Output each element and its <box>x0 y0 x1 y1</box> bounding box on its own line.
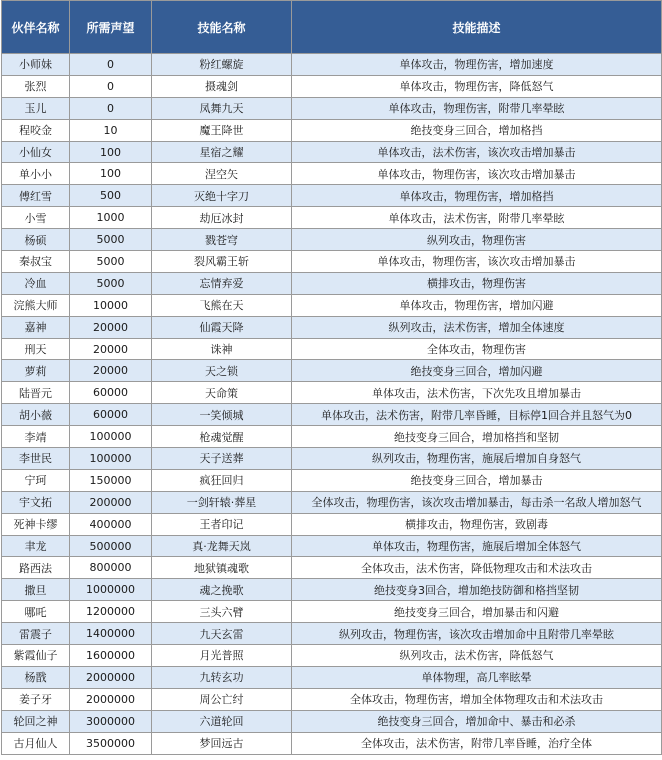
reputation-cell: 100 <box>70 141 152 163</box>
skill-name-cell: 凤舞九天 <box>152 97 292 119</box>
partner-name-cell: 秦叔宝 <box>2 251 70 273</box>
table-row <box>2 666 662 688</box>
reputation-cell: 20000 <box>70 360 152 382</box>
skill-name-cell: 一笑倾城 <box>152 404 292 426</box>
reputation-cell: 0 <box>70 75 152 97</box>
skill-description-cell: 纵列攻击，法术伤害，增加全体速度 <box>292 316 662 338</box>
table-row <box>2 75 662 97</box>
skill-description-cell: 单体攻击，物理伤害，增加格挡 <box>292 185 662 207</box>
skill-description-cell: 单体攻击，法术伤害，附带几率晕眩 <box>292 207 662 229</box>
reputation-cell: 800000 <box>70 557 152 579</box>
reputation-cell: 1600000 <box>70 645 152 667</box>
skill-description-cell: 绝技变身3回合，增加绝技防御和格挡坚韧 <box>292 579 662 601</box>
reputation-cell: 0 <box>70 97 152 119</box>
partner-name-cell: 紫霞仙子 <box>2 645 70 667</box>
skill-description-cell: 单体攻击，法术伤害，附带几率昏睡，目标停1回合并且怒气为0 <box>292 404 662 426</box>
partner-name-cell: 姜子牙 <box>2 688 70 710</box>
reputation-cell: 60000 <box>70 382 152 404</box>
skill-description-cell: 绝技变身三回合，增加命中、暴击和必杀 <box>292 710 662 732</box>
reputation-cell: 1400000 <box>70 623 152 645</box>
skill-description-cell: 单体攻击，物理伤害，该次攻击增加暴击 <box>292 163 662 185</box>
table-row <box>2 426 662 448</box>
partner-name-cell: 古月仙人 <box>2 732 70 754</box>
skill-description-cell: 绝技变身三回合，增加暴击和闪避 <box>292 601 662 623</box>
reputation-cell: 1200000 <box>70 601 152 623</box>
partner-name-cell: 浣熊大师 <box>2 294 70 316</box>
skill-description-cell: 横排攻击，物理伤害，致剧毒 <box>292 513 662 535</box>
table-row <box>2 97 662 119</box>
skill-description-cell: 单体攻击，法术伤害，下次先攻且增加暴击 <box>292 382 662 404</box>
partner-name-cell: 张烈 <box>2 75 70 97</box>
partner-name-cell: 玉儿 <box>2 97 70 119</box>
skill-name-cell: 九天玄雷 <box>152 623 292 645</box>
reputation-cell: 3000000 <box>70 710 152 732</box>
table-row <box>2 601 662 623</box>
skill-name-cell: 裂风霸王斩 <box>152 251 292 273</box>
reputation-cell: 5000 <box>70 229 152 251</box>
partner-name-cell: 聿龙 <box>2 535 70 557</box>
skill-name-cell: 王者印记 <box>152 513 292 535</box>
skill-name-cell: 忘情弃爱 <box>152 272 292 294</box>
table-row <box>2 448 662 470</box>
reputation-cell: 20000 <box>70 338 152 360</box>
partner-name-cell: 胡小薇 <box>2 404 70 426</box>
skill-name-cell: 仙霞天降 <box>152 316 292 338</box>
skill-name-cell: 三头六臂 <box>152 601 292 623</box>
partner-name-cell: 杨硕 <box>2 229 70 251</box>
skill-name-cell: 疯狂回归 <box>152 469 292 491</box>
skill-name-cell: 一剑轩辕·葬星 <box>152 491 292 513</box>
skill-name-cell: 月光普照 <box>152 645 292 667</box>
reputation-cell: 20000 <box>70 316 152 338</box>
table-row <box>2 338 662 360</box>
table-row <box>2 710 662 732</box>
reputation-cell: 100000 <box>70 426 152 448</box>
skill-name-cell: 劫厄冰封 <box>152 207 292 229</box>
skill-description-cell: 全体攻击，物理伤害，该次攻击增加暴击，每击杀一名敌人增加怒气 <box>292 491 662 513</box>
table-row <box>2 732 662 754</box>
reputation-cell: 1000 <box>70 207 152 229</box>
partner-name-cell: 宇文拓 <box>2 491 70 513</box>
skill-name-cell: 灭绝十字刀 <box>152 185 292 207</box>
reputation-cell: 200000 <box>70 491 152 513</box>
skill-description-cell: 全体攻击，法术伤害，附带几率昏睡，治疗全体 <box>292 732 662 754</box>
partner-name-cell: 刑天 <box>2 338 70 360</box>
skill-description-cell: 单体物理，高几率眩晕 <box>292 666 662 688</box>
partner-skill-table <box>1 0 662 755</box>
partner-name-cell: 傅红雪 <box>2 185 70 207</box>
reputation-cell: 60000 <box>70 404 152 426</box>
skill-description-cell: 单体攻击，物理伤害，降低怒气 <box>292 75 662 97</box>
partner-name-cell: 哪吒 <box>2 601 70 623</box>
table-row <box>2 623 662 645</box>
partner-name-cell: 雷震子 <box>2 623 70 645</box>
partner-name-cell: 宁珂 <box>2 469 70 491</box>
table-row <box>2 645 662 667</box>
skill-description-cell: 绝技变身三回合，增加格挡 <box>292 119 662 141</box>
table-row <box>2 54 662 76</box>
skill-name-cell: 六道轮回 <box>152 710 292 732</box>
skill-description-cell: 绝技变身三回合，增加暴击 <box>292 469 662 491</box>
partner-name-cell: 嘉神 <box>2 316 70 338</box>
partner-name-cell: 路西法 <box>2 557 70 579</box>
partner-name-cell: 小仙女 <box>2 141 70 163</box>
partner-name-cell: 撒旦 <box>2 579 70 601</box>
table-row <box>2 382 662 404</box>
table-row <box>2 185 662 207</box>
skill-description-cell: 全体攻击，物理伤害 <box>292 338 662 360</box>
skill-description-cell: 全体攻击，法术伤害，降低物理攻击和术法攻击 <box>292 557 662 579</box>
header-skill-name: 技能名称 <box>152 1 292 54</box>
skill-name-cell: 天之锁 <box>152 360 292 382</box>
table-row <box>2 360 662 382</box>
table-row <box>2 251 662 273</box>
skill-name-cell: 周公亡纣 <box>152 688 292 710</box>
table-body <box>2 54 662 755</box>
skill-description-cell: 单体攻击，物理伤害，增加速度 <box>292 54 662 76</box>
reputation-cell: 1000000 <box>70 579 152 601</box>
partner-name-cell: 萝莉 <box>2 360 70 382</box>
table-row <box>2 272 662 294</box>
partner-name-cell: 李靖 <box>2 426 70 448</box>
table-row <box>2 119 662 141</box>
table-row <box>2 535 662 557</box>
header-required-reputation: 所需声望 <box>70 1 152 54</box>
skill-description-cell: 纵列攻击，法术伤害，降低怒气 <box>292 645 662 667</box>
header-skill-description: 技能描述 <box>292 1 662 54</box>
skill-description-cell: 绝技变身三回合，增加闪避 <box>292 360 662 382</box>
partner-name-cell: 小雪 <box>2 207 70 229</box>
table-row <box>2 207 662 229</box>
skill-name-cell: 诛神 <box>152 338 292 360</box>
partner-name-cell: 李世民 <box>2 448 70 470</box>
skill-description-cell: 横排攻击，物理伤害 <box>292 272 662 294</box>
reputation-cell: 3500000 <box>70 732 152 754</box>
table-row <box>2 294 662 316</box>
partner-name-cell: 单小小 <box>2 163 70 185</box>
header-partner-name: 伙伴名称 <box>2 1 70 54</box>
skill-description-cell: 单体攻击，法术伤害，该次攻击增加暴击 <box>292 141 662 163</box>
reputation-cell: 100000 <box>70 448 152 470</box>
skill-name-cell: 梦回远古 <box>152 732 292 754</box>
table-row <box>2 141 662 163</box>
reputation-cell: 10 <box>70 119 152 141</box>
skill-description-cell: 单体攻击，物理伤害，附带几率晕眩 <box>292 97 662 119</box>
reputation-cell: 500000 <box>70 535 152 557</box>
table-row <box>2 229 662 251</box>
table-row <box>2 316 662 338</box>
skill-name-cell: 魔王降世 <box>152 119 292 141</box>
partner-name-cell: 杨戬 <box>2 666 70 688</box>
table-row <box>2 513 662 535</box>
partner-name-cell: 轮回之神 <box>2 710 70 732</box>
reputation-cell: 5000 <box>70 272 152 294</box>
skill-description-cell: 纵列攻击，物理伤害 <box>292 229 662 251</box>
partner-name-cell: 冷血 <box>2 272 70 294</box>
partner-name-cell: 死神卡缪 <box>2 513 70 535</box>
reputation-cell: 10000 <box>70 294 152 316</box>
skill-name-cell: 星宿之耀 <box>152 141 292 163</box>
skill-name-cell: 天命策 <box>152 382 292 404</box>
table-row <box>2 469 662 491</box>
skill-description-cell: 纵列攻击，物理伤害，该次攻击增加命中且附带几率晕眩 <box>292 623 662 645</box>
table-row <box>2 579 662 601</box>
reputation-cell: 400000 <box>70 513 152 535</box>
reputation-cell: 0 <box>70 54 152 76</box>
skill-name-cell: 枪魂觉醒 <box>152 426 292 448</box>
skill-name-cell: 魂之挽歌 <box>152 579 292 601</box>
skill-name-cell: 九转玄功 <box>152 666 292 688</box>
reputation-cell: 150000 <box>70 469 152 491</box>
partner-name-cell: 陆晋元 <box>2 382 70 404</box>
skill-name-cell: 地狱镇魂歌 <box>152 557 292 579</box>
skill-description-cell: 单体攻击，物理伤害，施展后增加全体怒气 <box>292 535 662 557</box>
skill-name-cell: 戮苍穹 <box>152 229 292 251</box>
partner-name-cell: 程咬金 <box>2 119 70 141</box>
skill-name-cell: 摄魂剑 <box>152 75 292 97</box>
reputation-cell: 5000 <box>70 251 152 273</box>
header-row <box>2 1 662 54</box>
skill-description-cell: 绝技变身三回合，增加格挡和坚韧 <box>292 426 662 448</box>
table-row <box>2 491 662 513</box>
skill-description-cell: 单体攻击，物理伤害，增加闪避 <box>292 294 662 316</box>
table-row <box>2 688 662 710</box>
table-row <box>2 557 662 579</box>
skill-name-cell: 天子送葬 <box>152 448 292 470</box>
reputation-cell: 2000000 <box>70 666 152 688</box>
skill-description-cell: 单体攻击，物理伤害，该次攻击增加暴击 <box>292 251 662 273</box>
skill-name-cell: 飞熊在天 <box>152 294 292 316</box>
table-row <box>2 163 662 185</box>
skill-name-cell: 涅空矢 <box>152 163 292 185</box>
partner-name-cell: 小师妹 <box>2 54 70 76</box>
skill-name-cell: 粉红螺旋 <box>152 54 292 76</box>
reputation-cell: 500 <box>70 185 152 207</box>
table-row <box>2 404 662 426</box>
reputation-cell: 2000000 <box>70 688 152 710</box>
skill-name-cell: 真·龙舞天岚 <box>152 535 292 557</box>
skill-description-cell: 纵列攻击，物理伤害，施展后增加自身怒气 <box>292 448 662 470</box>
skill-description-cell: 全体攻击，物理伤害，增加全体物理攻击和术法攻击 <box>292 688 662 710</box>
reputation-cell: 100 <box>70 163 152 185</box>
